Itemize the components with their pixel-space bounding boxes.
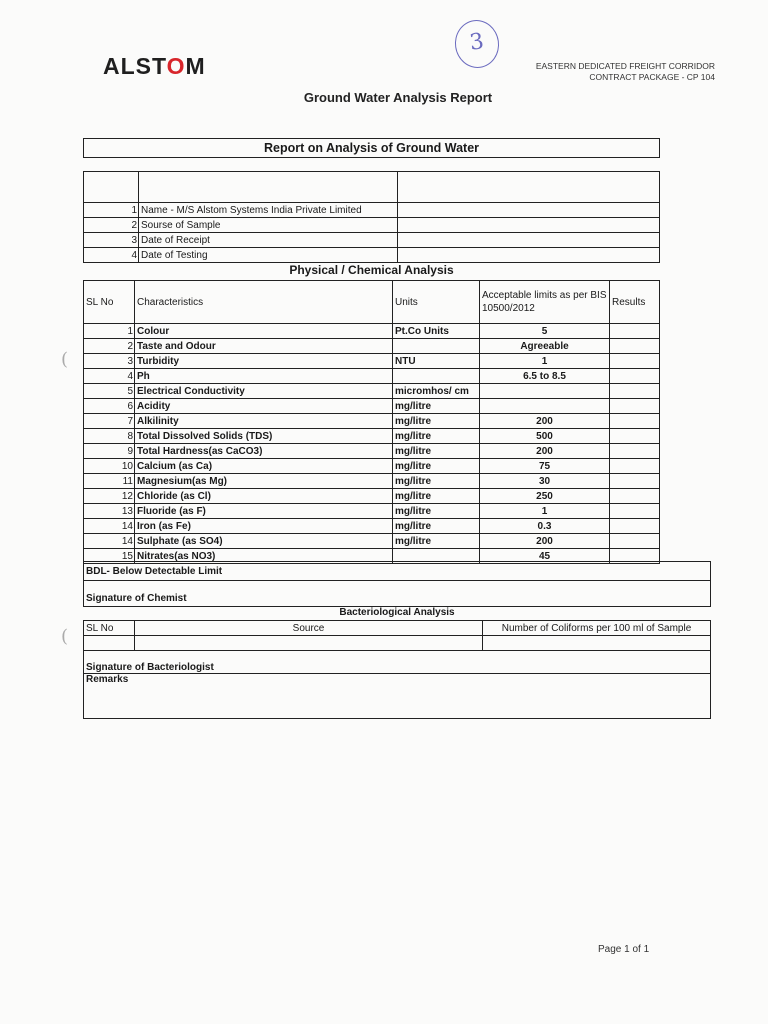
row-unit: mg/litre: [393, 399, 480, 414]
bacteriologist-signature: Signature of Bacteriologist: [84, 651, 711, 674]
corridor-line2: CONTRACT PACKAGE - CP 104: [589, 72, 715, 82]
row-sl-no: 12: [84, 489, 135, 504]
row-characteristic: Alkilinity: [135, 414, 393, 429]
row-characteristic: Sulphate (as SO4): [135, 534, 393, 549]
row-acceptable-limit: 45: [480, 549, 610, 564]
col-header-characteristics: Characteristics: [135, 281, 393, 324]
col-header-sl-no: SL No: [84, 281, 135, 324]
handwritten-page-number: 3: [452, 17, 502, 71]
row-sl-no: 8: [84, 429, 135, 444]
sample-info-no: 3: [84, 233, 139, 248]
row-result: [610, 474, 660, 489]
row-sl-no: 15: [84, 549, 135, 564]
bacteriological-title: Bacteriological Analysis: [339, 607, 455, 618]
physical-chemical-title: Physical / Chemical Analysis: [289, 263, 454, 277]
row-acceptable-limit: 250: [480, 489, 610, 504]
physical-chemical-table: [83, 280, 660, 564]
row-sl-no: 6: [84, 399, 135, 414]
chemist-signature: Signature of Chemist: [83, 580, 711, 607]
row-acceptable-limit: 75: [480, 459, 610, 474]
row-sl-no: 3: [84, 354, 135, 369]
row-unit: micromhos/ cm: [393, 384, 480, 399]
row-acceptable-limit: 30: [480, 474, 610, 489]
row-acceptable-limit: 1: [480, 504, 610, 519]
row-sl-no: 7: [84, 414, 135, 429]
row-result: [610, 369, 660, 384]
row-unit: mg/litre: [393, 504, 480, 519]
spacer-cell: [139, 172, 398, 203]
sample-info-row: [84, 248, 660, 263]
bact-col-coliforms: Number of Coliforms per 100 ml of Sample: [483, 621, 711, 636]
analysis-row: [84, 429, 660, 444]
bacteriological-header-row: [84, 621, 711, 636]
alstom-logo: [103, 53, 206, 80]
analysis-row: [84, 459, 660, 474]
row-acceptable-limit: 1: [480, 354, 610, 369]
scan-mark: (: [61, 349, 69, 370]
row-result: [610, 534, 660, 549]
analysis-row: [84, 534, 660, 549]
bact-col-sl-no: SL No: [84, 621, 135, 636]
sample-info-no: 2: [84, 218, 139, 233]
bact-col-source: Source: [135, 621, 483, 636]
bacteriological-table: [83, 620, 711, 719]
document-title: Ground Water Analysis Report: [303, 90, 493, 105]
row-acceptable-limit: [480, 399, 610, 414]
analysis-row: [84, 354, 660, 369]
row-result: [610, 324, 660, 339]
bacteriological-row: [84, 636, 711, 651]
row-result: [610, 429, 660, 444]
row-result: [610, 399, 660, 414]
row-acceptable-limit: [480, 384, 610, 399]
row-acceptable-limit: 5: [480, 324, 610, 339]
scan-mark: (: [61, 626, 69, 647]
physical-chemical-header-row: [84, 281, 660, 324]
row-sl-no: 4: [84, 369, 135, 384]
row-result: [610, 519, 660, 534]
row-result: [610, 354, 660, 369]
row-result: [610, 414, 660, 429]
spacer-cell: [84, 172, 139, 203]
bact-cell: [483, 636, 711, 651]
row-unit: mg/litre: [393, 444, 480, 459]
row-characteristic: Ph: [135, 369, 393, 384]
row-acceptable-limit: 6.5 to 8.5: [480, 369, 610, 384]
sample-info-value: [398, 248, 660, 263]
row-acceptable-limit: 500: [480, 429, 610, 444]
page-number: Page 1 of 1: [598, 944, 650, 955]
analysis-row: [84, 504, 660, 519]
sample-info-row: [84, 218, 660, 233]
logo-text-m: M: [185, 53, 206, 79]
sample-info-label: Date of Testing: [139, 248, 398, 263]
sample-info-table: [83, 171, 660, 263]
sample-info-label: Sourse of Sample: [139, 218, 398, 233]
row-sl-no: 9: [84, 444, 135, 459]
row-acceptable-limit: Agreeable: [480, 339, 610, 354]
row-unit: NTU: [393, 354, 480, 369]
analysis-row: [84, 339, 660, 354]
row-result: [610, 459, 660, 474]
row-unit: mg/litre: [393, 429, 480, 444]
sample-info-value: [398, 203, 660, 218]
analysis-row: [84, 399, 660, 414]
row-acceptable-limit: 200: [480, 414, 610, 429]
row-unit: mg/litre: [393, 474, 480, 489]
logo-o-mark: O: [166, 53, 186, 79]
row-characteristic: Iron (as Fe): [135, 519, 393, 534]
row-characteristic: Calcium (as Ca): [135, 459, 393, 474]
sample-info-spacer-row: [84, 172, 660, 203]
sample-info-row: [84, 233, 660, 248]
remarks-row: [84, 674, 711, 719]
row-unit: mg/litre: [393, 519, 480, 534]
row-characteristic: Acidity: [135, 399, 393, 414]
sample-info-row: [84, 203, 660, 218]
row-sl-no: 13: [84, 504, 135, 519]
analysis-row: [84, 444, 660, 459]
row-result: [610, 504, 660, 519]
row-sl-no: 14: [84, 534, 135, 549]
sample-info-label: Name - M/S Alstom Systems India Private Limited: [139, 203, 398, 218]
bact-cell: [84, 636, 135, 651]
row-result: [610, 339, 660, 354]
analysis-row: [84, 519, 660, 534]
bdl-note: BDL- Below Detectable Limit: [83, 561, 711, 581]
analysis-row: [84, 414, 660, 429]
col-header-units: Units: [393, 281, 480, 324]
row-unit: Pt.Co Units: [393, 324, 480, 339]
row-unit: mg/litre: [393, 414, 480, 429]
row-acceptable-limit: 200: [480, 534, 610, 549]
row-sl-no: 5: [84, 384, 135, 399]
row-characteristic: Total Dissolved Solids (TDS): [135, 429, 393, 444]
row-characteristic: Chloride (as Cl): [135, 489, 393, 504]
row-unit: mg/litre: [393, 489, 480, 504]
bact-cell: [135, 636, 483, 651]
analysis-row: [84, 489, 660, 504]
row-characteristic: Colour: [135, 324, 393, 339]
row-result: [610, 444, 660, 459]
row-unit: [393, 369, 480, 384]
row-characteristic: Magnesium(as Mg): [135, 474, 393, 489]
analysis-row: [84, 474, 660, 489]
corridor-header: [536, 61, 715, 83]
sample-info-value: [398, 218, 660, 233]
row-sl-no: 14: [84, 519, 135, 534]
bacteriologist-signature-row: [84, 651, 711, 674]
report-title: Report on Analysis of Ground Water: [83, 138, 660, 158]
row-sl-no: 2: [84, 339, 135, 354]
row-sl-no: 1: [84, 324, 135, 339]
sample-info-no: 4: [84, 248, 139, 263]
row-characteristic: Fluoride (as F): [135, 504, 393, 519]
row-unit: [393, 339, 480, 354]
row-sl-no: 10: [84, 459, 135, 474]
spacer-cell: [398, 172, 660, 203]
row-result: [610, 489, 660, 504]
sample-info-label: Date of Receipt: [139, 233, 398, 248]
analysis-row: [84, 324, 660, 339]
row-result: [610, 384, 660, 399]
row-characteristic: Nitrates(as NO3): [135, 549, 393, 564]
row-characteristic: Taste and Odour: [135, 339, 393, 354]
row-acceptable-limit: 0.3: [480, 519, 610, 534]
analysis-row: [84, 384, 660, 399]
col-header-results: Results: [610, 281, 660, 324]
row-unit: mg/litre: [393, 459, 480, 474]
row-characteristic: Electrical Conductivity: [135, 384, 393, 399]
sample-info-value: [398, 233, 660, 248]
logo-text-al: ALST: [103, 53, 167, 79]
row-unit: mg/litre: [393, 534, 480, 549]
corridor-line1: EASTERN DEDICATED FREIGHT CORRIDOR: [535, 61, 715, 71]
analysis-row: [84, 369, 660, 384]
physical-chemical-body: [84, 324, 660, 564]
sample-info-no: 1: [84, 203, 139, 218]
remarks-label: Remarks: [84, 674, 711, 719]
row-characteristic: Turbidity: [135, 354, 393, 369]
row-acceptable-limit: 200: [480, 444, 610, 459]
row-sl-no: 11: [84, 474, 135, 489]
row-characteristic: Total Hardness(as CaCO3): [135, 444, 393, 459]
col-header-acceptable-limits: Acceptable limits as per BIS 10500/2012: [480, 281, 610, 324]
